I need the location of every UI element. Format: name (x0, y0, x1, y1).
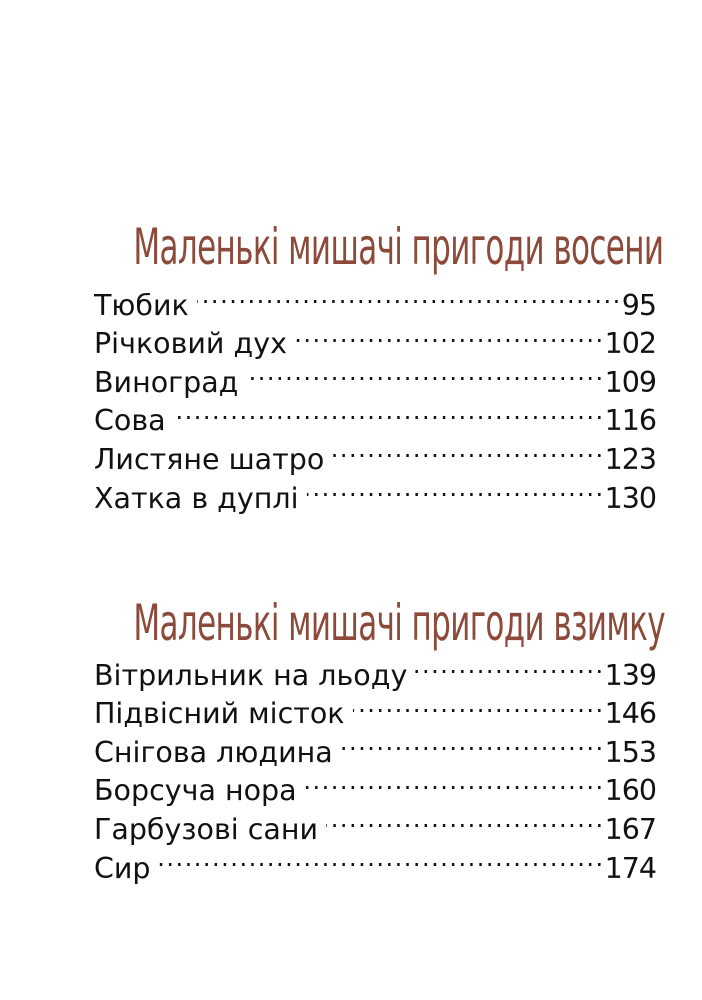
section-title-winter: Маленькі мишачі пригоди взимку (133, 593, 665, 652)
toc-entry[interactable] (94, 839, 656, 885)
dot-leader (415, 646, 604, 685)
dot-leader (197, 276, 622, 315)
toc-entry[interactable] (94, 430, 656, 476)
dot-leader (341, 723, 605, 762)
toc-entry-title: Річковий дух (94, 327, 287, 361)
dot-leader (332, 430, 604, 469)
toc-entry-title: Гарбузові сани (94, 812, 319, 846)
toc-entry-title: Борсуча нора (94, 774, 297, 808)
toc-entry-page: 116 (604, 404, 656, 438)
section-title-autumn: Маленькі мишачі пригоди восени (133, 217, 664, 276)
dot-leader (295, 315, 605, 354)
toc-entry-page: 102 (604, 327, 656, 361)
toc-entry-page: 123 (604, 442, 656, 476)
toc-entry-page: 153 (604, 735, 656, 769)
dot-leader (305, 762, 605, 801)
dot-leader (353, 685, 605, 724)
toc-entry-page: 139 (604, 658, 656, 692)
toc-entry[interactable] (94, 646, 656, 692)
dot-leader (326, 800, 605, 839)
toc-list-winter (94, 646, 656, 885)
toc-entry-page: 167 (604, 812, 656, 846)
toc-entry-page: 130 (604, 481, 656, 515)
toc-entry-title: Тюбик (94, 288, 189, 322)
dot-leader (246, 353, 604, 392)
toc-entry-page: 174 (604, 851, 656, 885)
toc-entry-title: Сир (94, 851, 151, 885)
toc-entry[interactable] (94, 392, 656, 438)
toc-entry-page: 95 (621, 288, 656, 322)
toc-entry-title: Підвісний місток (94, 697, 345, 731)
toc-entry-title: Вітрильник на льоду (94, 658, 408, 692)
toc-entry-title: Хатка в дуплі (94, 481, 299, 515)
toc-list-autumn (94, 276, 656, 515)
toc-entry-title: Снігова людина (94, 735, 333, 769)
toc-entry-page: 160 (604, 774, 656, 808)
toc-entry-title: Сова (94, 404, 166, 438)
toc-entry-page: 109 (604, 365, 656, 399)
toc-entry-title: Листяне шатро (94, 442, 325, 476)
toc-entry[interactable] (94, 276, 656, 322)
dot-leader (159, 839, 605, 878)
toc-entry-title: Виноград (94, 365, 239, 399)
dot-leader (174, 392, 605, 431)
toc-entry-page: 146 (604, 697, 656, 731)
dot-leader (307, 469, 605, 508)
